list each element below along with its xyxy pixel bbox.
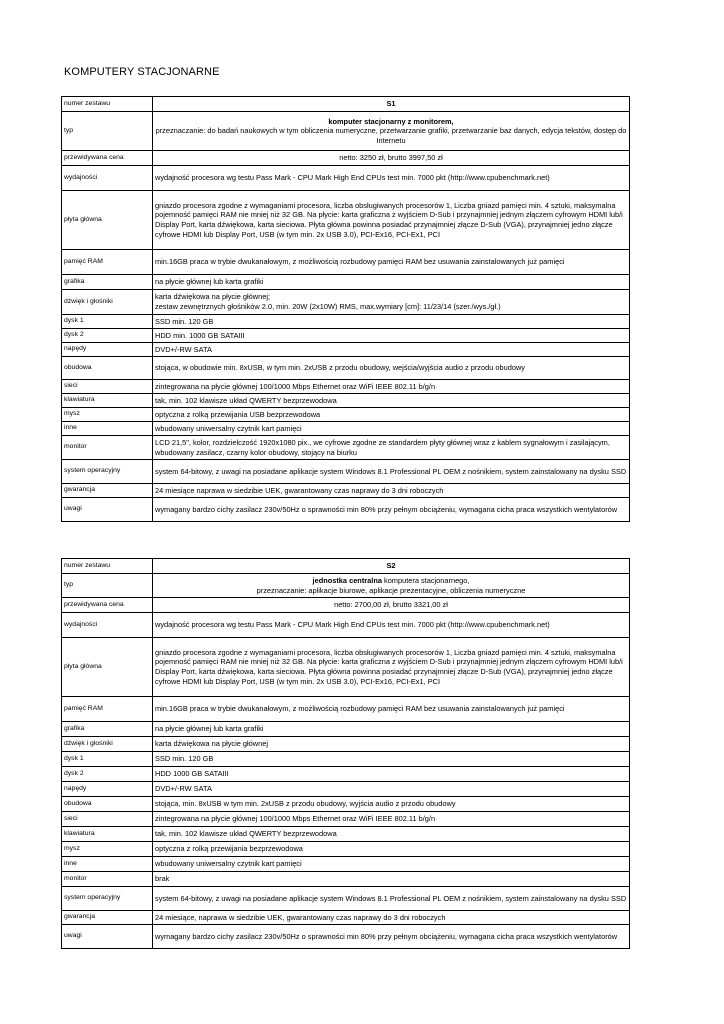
row-label: dysk 1 (62, 315, 153, 329)
row-label: napędy (62, 782, 153, 797)
row-value: wymagany bardzo cichy zasilacz 230v/50Hz o sprawności min 80% przy pełnym obciążeniu, wymagana cicha praca wszystkich wentylatorów (153, 925, 630, 949)
row-label: wydajności (62, 613, 153, 638)
table-row (62, 737, 630, 752)
row-value: SSD min. 120 GB (153, 752, 630, 767)
row-label: płyta główna (62, 638, 153, 697)
table-row (62, 357, 630, 380)
row-value: min.16GB praca w trybie dwukanałowym, z możliwością rozbudowy pamięci RAM bez usuwania zainstalowanych już pamięci (153, 250, 630, 275)
table-row (62, 797, 630, 812)
row-value: gniazdo procesora zgodne z wymaganiami procesora, liczba obsługiwanych procesorów 1, Liczba gniazd pamięci min. 4 sztuki, maksymalna pojemność pamięci RAM nie mniej niż 32 GB. Na płycie: karta graficzna z wyjściem D-Sub i przynajmniej jednym złączem cyfrowym HDMI lub/i Display Port, karta dźwiękowa, karta sieciowa. Płyta główna powinna posiadać przynajmniej złącze D-Sub (VGA), przynajmniej jedno złącze cyfrowe HDMI lub Display Port, USB (w tym min. 2x USB 3.0), PCI-Ex16, PCI-Ex1, PCI (153, 638, 630, 697)
row-label: dźwięk i głośniki (62, 737, 153, 752)
table-row (62, 422, 630, 436)
row-value: 24 miesiące, naprawa w siedzibie UEK, gwarantowany czas naprawy do 3 dni roboczych (153, 911, 630, 925)
row-label: typ (62, 574, 153, 598)
price-value: netto: 3250 zł, brutto 3997,50 zł (153, 151, 630, 166)
row-label: klawiatura (62, 827, 153, 842)
table-row (62, 436, 630, 460)
row-value: stojąca, w obudowie min. 8xUSB, w tym min. 2xUSB z przodu obudowy, wejścia/wyjścia audio z przodu obudowy (153, 357, 630, 380)
row-value: zintegrowana na płycie głównej 100/1000 Mbps Ethernet oraz WiFi IEEE 802.11 b/g/n (153, 812, 630, 827)
row-value: stojąca, min. 8xUSB w tym min. 2xUSB z przodu obudowy, wyjścia audio z przodu obudowy (153, 797, 630, 812)
row-label: typ (62, 112, 153, 151)
row-value (153, 290, 630, 315)
type-cell (153, 574, 630, 598)
table-row (62, 394, 630, 408)
row-value: DVD+/-RW SATA (153, 782, 630, 797)
table-row (62, 97, 630, 112)
row-label: numer zestawu (62, 559, 153, 574)
table-row (62, 191, 630, 250)
price-value: netto: 2700,00 zł, brutto 3321,00 zł (153, 598, 630, 613)
type-description: przeznaczanie: aplikacje biurowe, aplikacje prezentacyjne, obliczenia numeryczne (256, 585, 526, 595)
row-value: wbudowany uniwersalny czytnik kart pamięci (153, 857, 630, 872)
set-number: S1 (153, 97, 630, 112)
row-value: zintegrowana na płycie głównej 100/1000 Mbps Ethernet oraz WiFi IEEE 802.11 b/g/n (153, 380, 630, 394)
row-label: pamięć RAM (62, 250, 153, 275)
row-label: numer zestawu (62, 97, 153, 112)
row-label: mysz (62, 408, 153, 422)
row-value: karta dźwiękowa na płycie głównej (153, 737, 630, 752)
row-label: przewidywana cena (62, 598, 153, 613)
speakers-line: zestaw zewnętrznych głośników 2.0, min. 20W (2x10W) RMS, max.wymiary [cm]: 11/23/14 (szer./wys./gł.) (155, 302, 501, 311)
row-label: monitor (62, 436, 153, 460)
type-heading-rest: komputera stacjonarnego, (381, 575, 470, 585)
table-row (62, 498, 630, 522)
table-row (62, 827, 630, 842)
row-value: wydajność procesora wg testu Pass Mark - CPU Mark High End CPUs test min. 7000 pkt (http://www.cpubenchmark.net) (153, 166, 630, 191)
row-value: na płycie głównej lub karta grafiki (153, 722, 630, 737)
row-label: dźwięk i głośniki (62, 290, 153, 315)
row-value: na płycie głównej lub karta grafiki (153, 275, 630, 290)
row-value: HDD min. 1000 GB SATAIII (153, 329, 630, 343)
row-value: wydajność procesora wg testu Pass Mark - CPU Mark High End CPUs test min. 7000 pkt (http://www.cpubenchmark.net) (153, 613, 630, 638)
row-label: mysz (62, 842, 153, 857)
row-label: grafika (62, 722, 153, 737)
type-heading: jednostka centralna (312, 575, 382, 585)
row-label: uwagi (62, 498, 153, 522)
row-label: dysk 2 (62, 329, 153, 343)
table-row (62, 697, 630, 722)
table-row (62, 598, 630, 613)
set-number: S2 (153, 559, 630, 574)
spec-table-s1 (61, 96, 630, 522)
table-row (62, 460, 630, 484)
table-row (62, 872, 630, 887)
table-row (62, 380, 630, 394)
row-label: wydajności (62, 166, 153, 191)
table-row (62, 315, 630, 329)
table-row (62, 911, 630, 925)
table-row (62, 290, 630, 315)
row-label: obudowa (62, 797, 153, 812)
table-row (62, 857, 630, 872)
table-row (62, 484, 630, 498)
row-value: optyczna z rolką przewijania USB bezprzewodowa (153, 408, 630, 422)
row-label: gwarancja (62, 911, 153, 925)
table-row (62, 275, 630, 290)
row-value: system 64-bitowy, z uwagi na posiadane aplikacje system Windows 8.1 Professional PL OEM z nośnikiem, system zainstalowany na dysku SSD (153, 887, 630, 911)
row-label: klawiatura (62, 394, 153, 408)
table-row (62, 842, 630, 857)
table-row (62, 782, 630, 797)
type-cell (153, 112, 630, 151)
row-label: dysk 1 (62, 752, 153, 767)
table-row (62, 638, 630, 697)
row-value: system 64-bitowy, z uwagi na posiadane aplikacje system Windows 8.1 Professional PL OEM z nośnikiem, system zainstalowany na dysku SSD (153, 460, 630, 484)
row-value: HDD 1000 GB SATAIII (153, 767, 630, 782)
row-value: tak, min. 102 klawisze układ QWERTY bezprzewodowa (153, 827, 630, 842)
row-label: sieci (62, 812, 153, 827)
row-label: grafika (62, 275, 153, 290)
row-value: SSD min. 120 GB (153, 315, 630, 329)
table-row (62, 925, 630, 949)
page-title: KOMPUTERY STACJONARNE (64, 66, 220, 78)
table-row (62, 887, 630, 911)
row-label: uwagi (62, 925, 153, 949)
row-value: 24 miesiące naprawa w siedzibie UEK, gwarantowany czas naprawy do 3 dni roboczych (153, 484, 630, 498)
row-value: min.16GB praca w trybie dwukanałowym, z możliwością rozbudowy pamięci RAM bez usuwania zainstalowanych już pamięci (153, 697, 630, 722)
table-row (62, 767, 630, 782)
row-label: obudowa (62, 357, 153, 380)
row-value: wymagany bardzo cichy zasilacz 230v/50Hz o sprawności min 80% przy pełnym obciążeniu, wymagana cicha praca wszystkich wentylatorów (153, 498, 630, 522)
table-row (62, 343, 630, 357)
table-row (62, 574, 630, 598)
table-row (62, 166, 630, 191)
row-label: system operacyjny (62, 460, 153, 484)
table-row (62, 408, 630, 422)
spec-table-s2 (61, 558, 630, 949)
type-description: przeznaczanie: do badań naukowych w tym obliczenia numeryczne, przetwarzanie grafiki, przetwarzanie baz danych, edycja tekstów, dostęp do Internetu (155, 126, 627, 145)
table-row (62, 752, 630, 767)
table-row (62, 151, 630, 166)
row-value: LCD 21,5", kolor, rozdzielczość 1920x1080 pix., we cyfrowe zgodne ze standardem płyty głównej wraz z kablem sygnałowym i zasilającym, wbudowany zasilacz, czarny kolor obudowy, stojący na biurku (153, 436, 630, 460)
table-row (62, 250, 630, 275)
row-label: dysk 2 (62, 767, 153, 782)
row-label: napędy (62, 343, 153, 357)
row-label: inne (62, 857, 153, 872)
table-row (62, 112, 630, 151)
row-value: brak (153, 872, 630, 887)
row-label: przewidywana cena (62, 151, 153, 166)
row-label: płyta główna (62, 191, 153, 250)
row-value: gniazdo procesora zgodne z wymaganiami procesora, liczba obsługiwanych procesorów 1, Liczba gniazd pamięci min. 4 sztuki, maksymalna pojemność pamięci RAM nie mniej niż 32 GB. Na płycie: karta graficzna z wyjściem D-Sub i przynajmniej jednym złączem cyfrowym HDMI lub/i Display Port, karta dźwiękowa, karta sieciowa. Płyta główna powinna posiadać przynajmniej złącze D-Sub (VGA), przynajmniej jedno złącze cyfrowe HDMI lub Display Port, USB (w tym min. 2x USB 3.0), PCI-Ex16, PCI-Ex1, PCI (153, 191, 630, 250)
table-row (62, 613, 630, 638)
table-row (62, 722, 630, 737)
row-label: gwarancja (62, 484, 153, 498)
row-value: wbudowany uniwersalny czytnik kart pamięci (153, 422, 630, 436)
sound-card-line: karta dźwiękowa na płycie głównej; (155, 292, 271, 302)
table-row (62, 329, 630, 343)
row-label: pamięć RAM (62, 697, 153, 722)
row-value: DVD+/-RW SATA (153, 343, 630, 357)
row-label: sieci (62, 380, 153, 394)
type-heading-line (155, 576, 627, 586)
table-row (62, 559, 630, 574)
table-row (62, 812, 630, 827)
type-heading: komputer stacjonarny z monitorem, (328, 116, 454, 126)
row-label: monitor (62, 872, 153, 887)
row-label: inne (62, 422, 153, 436)
row-value: optyczna z rolką przewijania bezprzewodowa (153, 842, 630, 857)
row-value: tak, min. 102 klawisze układ QWERTY bezprzewodowa (153, 394, 630, 408)
row-label: system operacyjny (62, 887, 153, 911)
